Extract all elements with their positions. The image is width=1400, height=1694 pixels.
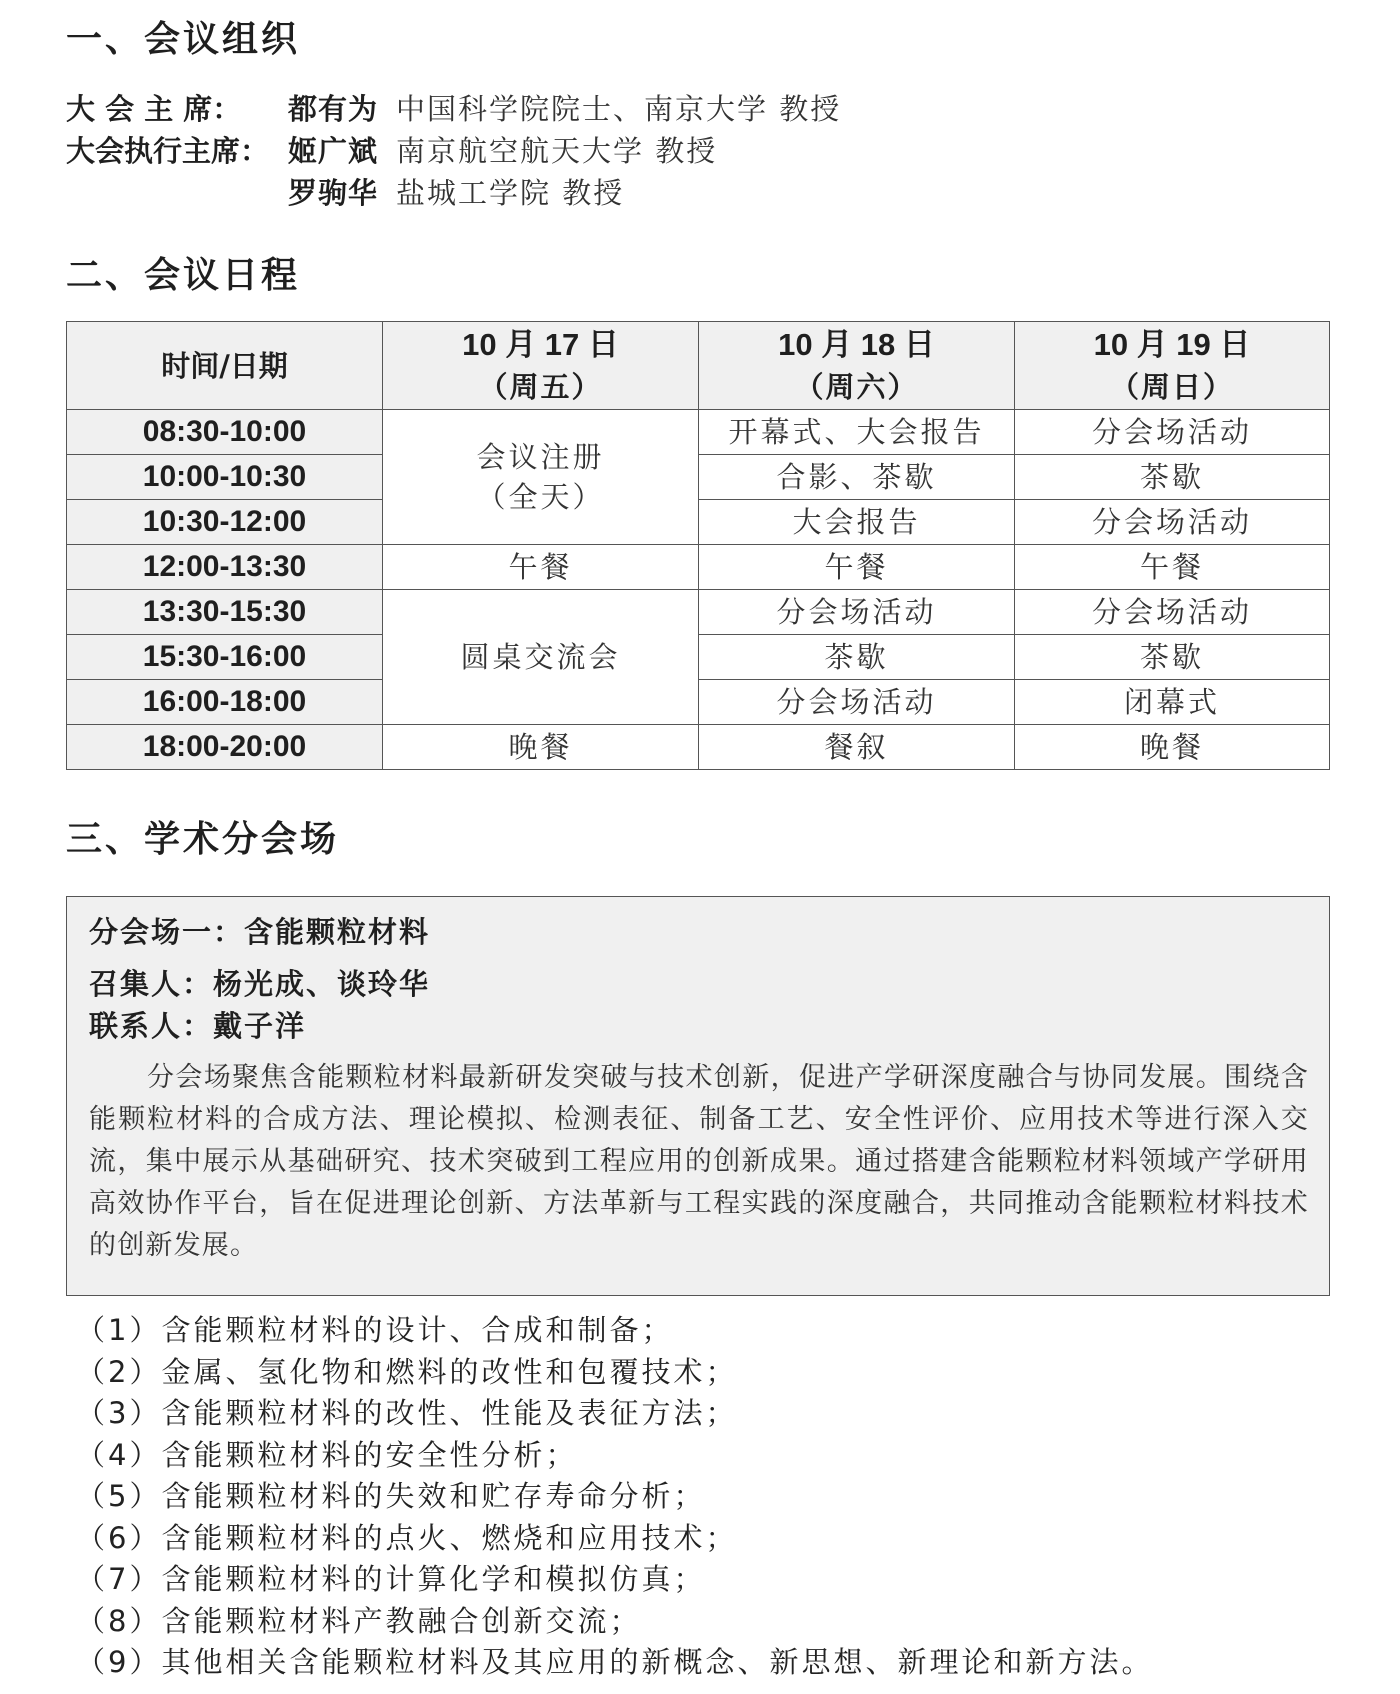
role-label: 大 会 主 席： [66,92,242,126]
topic-item: （7）含能颗粒材料的计算化学和模拟仿真； [76,1562,706,1596]
person-name: 都有为 [288,92,379,126]
session-contact: 联系人：戴子洋 [89,1009,307,1043]
activity-cell: 茶歇 [1015,455,1330,500]
topic-item: （2）金属、氢化物和燃料的改性和包覆技术； [76,1354,738,1389]
activity-cell: 茶歇 [1015,635,1330,680]
session-description: 分会场聚焦含能颗粒材料最新研发突破与技术创新，促进产学研深度融合与协同发展。围绕含能颗粒材料的合成方法、理论模拟、检测表征、制备工艺、安全性评价、应用技术等进行深入交流，集中展示从基础研究、技术突破到工程应用的创新成果。通过搭建含能颗粒材料领域产学研用高效协作平台，旨在促进理论创新、方法革新与工程实践的深度融合，共同推动含能颗粒材料技术的创新发展。 [89,1062,1309,1261]
schedule-row [67,410,1330,455]
activity-cell: 餐叙 [699,725,1015,770]
person-affiliation: 南京航空航天大学 教授 [396,134,718,168]
activity-cell: 分会场活动 [699,680,1015,725]
section-title-organization: 一、会议组织 [66,19,301,60]
time-slot: 10:30-12:00 [67,500,383,545]
time-slot: 13:30-15:30 [67,590,383,635]
person-name: 罗驹华 [288,176,379,210]
activity-cell: 闭幕式 [1015,680,1330,725]
time-slot: 18:00-20:00 [67,725,383,770]
schedule-row [67,680,1330,725]
activity-cell: 茶歇 [699,635,1015,680]
day-weekday: （周日） [1109,369,1234,404]
time-slot: 10:00-10:30 [67,455,383,500]
topic-item: （3）含能颗粒材料的改性、性能及表征方法； [76,1396,738,1430]
day-date: 10 月 18 日 [778,326,935,362]
session-conveners: 召集人：杨光成、谈玲华 [89,967,431,1001]
organization-row [66,130,841,172]
activity-cell: 午餐 [699,545,1015,590]
schedule-table [66,321,1330,770]
section-title-sessions: 三、学术分会场 [66,819,340,860]
organization-list [66,88,841,214]
day-header-oct17 [383,322,699,410]
topic-item: （9）其他相关含能颗粒材料及其应用的新概念、新思想、新理论和新方法。 [76,1645,1154,1679]
topic-list [76,1310,1153,1684]
schedule-row [67,725,1330,770]
day-weekday: （周五） [478,369,603,404]
activity-cell: 分会场活动 [699,590,1015,635]
activity-cell: 分会场活动 [1015,500,1330,545]
topic-item: （8）含能颗粒材料产教融合创新交流； [76,1603,642,1638]
role-label: 大会执行主席： [66,134,270,168]
day-weekday: （周六） [794,369,919,404]
registration-note: （全天） [476,480,605,514]
schedule-header-row [67,322,1330,410]
activity-cell: 合影、茶歇 [699,455,1015,500]
time-slot: 15:30-16:00 [67,635,383,680]
organization-row [66,88,841,130]
schedule-row [67,590,1330,635]
activity-cell: 大会报告 [699,500,1015,545]
day-header-oct19 [1015,322,1330,410]
topic-item: （1）含能颗粒材料的设计、合成和制备； [76,1313,674,1347]
activity-cell: 午餐 [1015,545,1330,590]
activity-cell: 分会场活动 [1015,410,1330,455]
person-affiliation: 盐城工学院 教授 [396,176,625,210]
activity-cell: 晚餐 [383,725,699,770]
topic-item: （4）含能颗粒材料的安全性分析； [76,1437,578,1472]
session-title: 分会场一：含能颗粒材料 [89,915,431,949]
day-date: 10 月 19 日 [1093,326,1251,362]
topic-item: （5）含能颗粒材料的失效和贮存寿命分析； [76,1479,706,1513]
day-header-oct18 [699,322,1015,410]
person-affiliation: 中国科学院院士、南京大学 教授 [396,92,842,126]
session-info-box [66,896,1330,1296]
schedule-row [67,500,1330,545]
activity-cell: 晚餐 [1015,725,1330,770]
topic-item: （6）含能颗粒材料的点火、燃烧和应用技术； [76,1520,738,1555]
roundtable-cell: 圆桌交流会 [383,590,699,725]
organization-row [66,172,841,214]
time-slot: 16:00-18:00 [67,680,383,725]
registration-cell [383,410,699,545]
registration-label: 会议注册 [476,440,605,474]
schedule-row [67,545,1330,590]
activity-cell: 开幕式、大会报告 [699,410,1015,455]
person-name: 姬广斌 [288,134,379,168]
activity-cell: 分会场活动 [1015,590,1330,635]
time-slot: 08:30-10:00 [67,410,383,455]
time-slot: 12:00-13:30 [67,545,383,590]
time-date-header: 时间/日期 [67,322,383,410]
schedule-row [67,635,1330,680]
section-title-schedule: 二、会议日程 [66,255,301,296]
schedule-row [67,455,1330,500]
day-date: 10 月 17 日 [462,326,619,362]
activity-cell: 午餐 [383,545,699,590]
